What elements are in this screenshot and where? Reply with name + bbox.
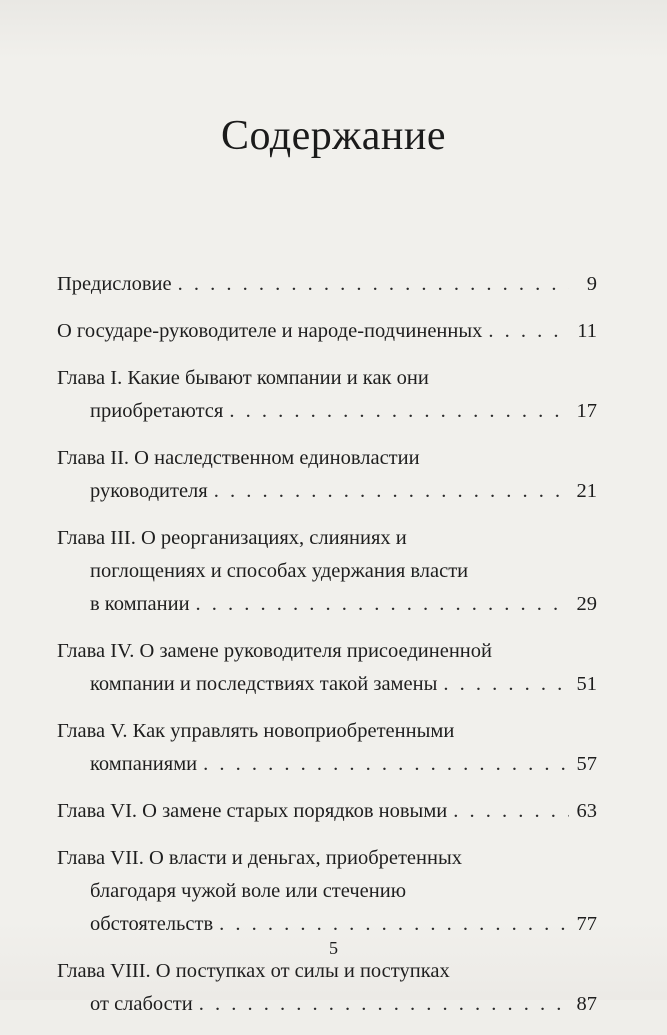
toc-entry-line [57, 748, 597, 781]
toc-entry-text: О государе-руководителе и народе-подчиненных [57, 320, 483, 342]
dot-leader [214, 475, 569, 508]
toc-page-number: 29 [576, 593, 597, 615]
toc-entry-line [57, 988, 597, 1021]
toc-entry-line [57, 955, 597, 988]
toc-entry-text: в компании [90, 593, 190, 615]
toc-entry [57, 442, 597, 508]
dot-leader [203, 748, 569, 781]
toc-entry-line [57, 908, 597, 941]
toc-entry-text: приобретаются [90, 400, 224, 422]
toc-entry [57, 842, 597, 941]
toc-entry-line [57, 475, 597, 508]
toc-entry-text: Глава II. О наследственном единовластии [57, 447, 420, 469]
dot-leader [178, 268, 569, 301]
toc-entry-text: Глава VI. О замене старых порядков новыми [57, 800, 448, 822]
toc-entry [57, 715, 597, 781]
toc-entry-text: Глава III. О реорганизациях, слияниях и [57, 527, 407, 549]
toc-entry-text: Глава VII. О власти и деньгах, приобретенных [57, 847, 462, 869]
toc-entry [57, 635, 597, 701]
table-of-contents [57, 268, 597, 1035]
toc-entry-text: Глава VIII. О поступках от силы и поступках [57, 960, 450, 982]
toc-entry-text: поглощениях и способах удержания власти [90, 560, 469, 582]
page-title: Содержание [220, 113, 447, 159]
toc-entry [57, 315, 597, 348]
toc-page-number: 21 [576, 480, 597, 502]
toc-entry-text: Предисловие [57, 273, 172, 295]
dot-leader [453, 795, 569, 828]
toc-page-number: 57 [576, 753, 597, 775]
toc-entry-line [57, 715, 597, 748]
toc-entry-text: руководителя [90, 480, 208, 502]
dot-leader [443, 668, 569, 701]
toc-entry-text: от слабости [90, 993, 193, 1015]
toc-entry-line [57, 395, 597, 428]
toc-page-number: 77 [576, 913, 597, 935]
toc-entry-text: благодаря чужой воле или стечению [90, 880, 407, 902]
toc-entry-line [57, 635, 597, 668]
toc-entry [57, 362, 597, 428]
toc-page-number: 51 [576, 673, 597, 695]
toc-page-number: 17 [576, 400, 597, 422]
toc-entry-line [57, 875, 597, 908]
toc-entry-text: обстоятельств [90, 913, 214, 935]
toc-entry-line [57, 442, 597, 475]
dot-leader [199, 988, 569, 1021]
toc-page-number: 63 [576, 800, 597, 822]
toc-entry-text: компаниями [90, 753, 198, 775]
toc-page-number: 87 [576, 993, 597, 1015]
toc-entry-line [57, 362, 597, 395]
toc-entry-text: Глава V. Как управлять новоприобретенными [57, 720, 455, 742]
toc-entry-line [57, 588, 597, 621]
toc-entry-line [57, 522, 597, 555]
toc-entry-text: компании и последствиях такой замены [90, 673, 438, 695]
toc-entry-line [57, 268, 597, 301]
toc-entry-line [57, 555, 597, 588]
toc-page-number: 11 [577, 320, 597, 342]
toc-entry-line [57, 795, 597, 828]
toc-entry [57, 795, 597, 828]
toc-entry [57, 522, 597, 621]
dot-leader [488, 315, 569, 348]
dot-leader [196, 588, 569, 621]
dot-leader [219, 908, 569, 941]
toc-entry [57, 955, 597, 1021]
toc-entry-text: Глава I. Какие бывают компании и как они [57, 367, 429, 389]
toc-page-number: 9 [586, 273, 597, 295]
toc-entry [57, 268, 597, 301]
toc-entry-line [57, 842, 597, 875]
toc-entry-line [57, 315, 597, 348]
toc-entry-line [57, 668, 597, 701]
page-number: 5 [329, 938, 338, 958]
toc-entry-text: Глава IV. О замене руководителя присоединенной [57, 640, 492, 662]
dot-leader [229, 395, 569, 428]
